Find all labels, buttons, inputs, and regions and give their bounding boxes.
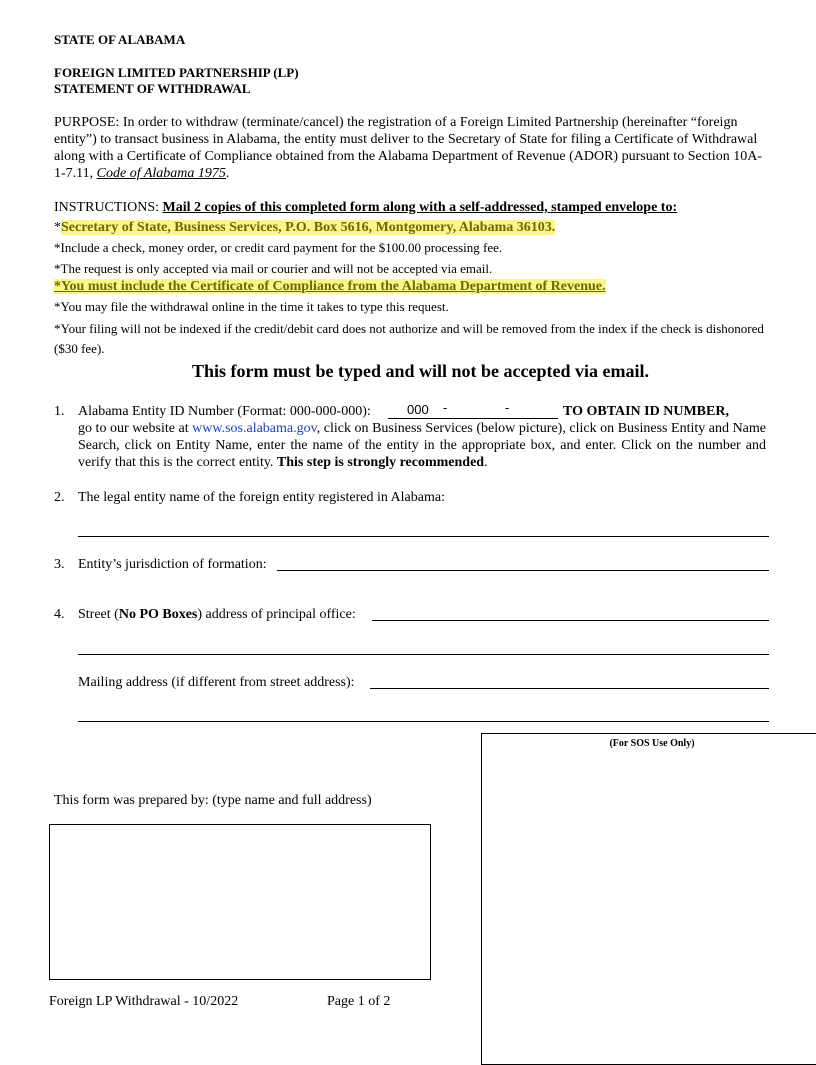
purpose-end: .	[225, 166, 230, 181]
item-number-1: 1.	[54, 404, 65, 419]
jurisdiction-label: Entity’s jurisdiction of formation:	[78, 557, 267, 572]
instruction-indexed: *Your filing will not be indexed if the credit/debit card does not authorize and will be removed from the index if the check is dishonored ($30 fee).	[54, 321, 764, 356]
help-text-1: go to our website at	[78, 421, 193, 436]
purpose-paragraph	[54, 114, 772, 182]
entity-id-label: Alabama Entity ID Number (Format: 000-000-000):	[78, 404, 371, 419]
footer-form-id: Foreign LP Withdrawal - 10/2022	[49, 994, 239, 1009]
footer-page-number: Page 1 of 2	[327, 994, 391, 1009]
sos-use-box	[481, 733, 816, 1065]
compliance-highlight: *You must include the Certificate of Compliance from the Alabama Department of Revenue.	[54, 279, 606, 294]
mailing-address-input[interactable]	[370, 688, 769, 689]
state-heading: STATE OF ALABAMA	[54, 32, 186, 47]
instruction-fee: *Include a check, money order, or credit card payment for the $100.00 processing fee.	[54, 240, 503, 255]
prepared-by-input[interactable]	[49, 824, 431, 980]
form-title-line1: FOREIGN LIMITED PARTNERSHIP (LP)	[54, 65, 299, 80]
item-number-2: 2.	[54, 490, 65, 505]
instruction-compliance	[54, 278, 606, 295]
legal-name-label: The legal entity name of the foreign entity registered in Alabama:	[78, 490, 445, 505]
instructions-heading	[54, 199, 774, 216]
code-of-alabama-citation: Code of Alabama 1975	[96, 166, 226, 181]
prepared-by-label: This form was prepared by: (type name and full address)	[54, 793, 372, 808]
instruction-online: *You may file the withdrawal online in the time it takes to type this request.	[54, 299, 449, 314]
entity-id-prefix: 000	[407, 402, 429, 417]
entity-id-input[interactable]	[388, 402, 558, 419]
entity-id-dash-2: -	[505, 400, 510, 415]
mailing-address-label: Mailing address (if different from street address):	[78, 675, 355, 690]
mailing-address-input-line-2[interactable]	[78, 721, 769, 722]
typed-notice: This form must be typed and will not be accepted via email.	[192, 361, 649, 381]
sos-website-link[interactable]: www.sos.alabama.gov	[192, 421, 317, 436]
entity-id-dash-1: -	[443, 400, 448, 415]
no-po-boxes: No PO Boxes	[118, 607, 198, 622]
address-bullet: *	[54, 220, 61, 235]
street-label-post: ) address of principal office:	[197, 607, 356, 622]
purpose-text: PURPOSE: In order to withdraw (terminate/cancel) the registration of a Foreign Limited Partnership (hereinafter “foreign entity”) to transact business in Alabama, the entity must deliver to the Secretary of State for filing a Certificate of Withdrawal along with a Certificate of Compliance obtained from the Alabama Department of Revenue (ADOR) pursuant to Section 10A-1-7.11,	[54, 115, 762, 181]
obtain-id-label: TO OBTAIN ID NUMBER,	[563, 404, 729, 419]
street-label-pre: Street (	[78, 607, 119, 622]
help-text-2: , click on Business Services (below picture), click on Business Entity and Name Search, click on Entity Name, enter the name of the entity in the appropriate box, and enter. Click on the number and verify that this is the correct entity.	[78, 421, 766, 470]
form-title-line2: STATEMENT OF WITHDRAWAL	[54, 81, 251, 96]
sos-mailing-address: Secretary of State, Business Services, P.O. Box 5616, Montgomery, Alabama 36103.	[61, 220, 556, 235]
help-end: .	[484, 455, 488, 470]
item-number-4: 4.	[54, 607, 65, 622]
street-address-input-line-2[interactable]	[78, 654, 769, 655]
legal-name-input[interactable]	[78, 536, 769, 537]
instructions-mail: Mail 2 copies of this completed form along with a self-addressed, stamped envelope to:	[162, 200, 678, 215]
street-address-input[interactable]	[372, 620, 769, 621]
entity-id-help	[78, 420, 766, 471]
mailing-address-line	[54, 219, 555, 236]
sos-use-label: (For SOS Use Only)	[609, 738, 695, 749]
instruction-mail-only: *The request is only accepted via mail or courier and will not be accepted via email.	[54, 261, 493, 276]
recommended-note: This step is strongly recommended	[276, 455, 485, 470]
jurisdiction-input[interactable]	[277, 570, 769, 571]
instructions-label: INSTRUCTIONS:	[54, 200, 163, 215]
item-number-3: 3.	[54, 557, 65, 572]
street-address-label	[78, 606, 356, 623]
